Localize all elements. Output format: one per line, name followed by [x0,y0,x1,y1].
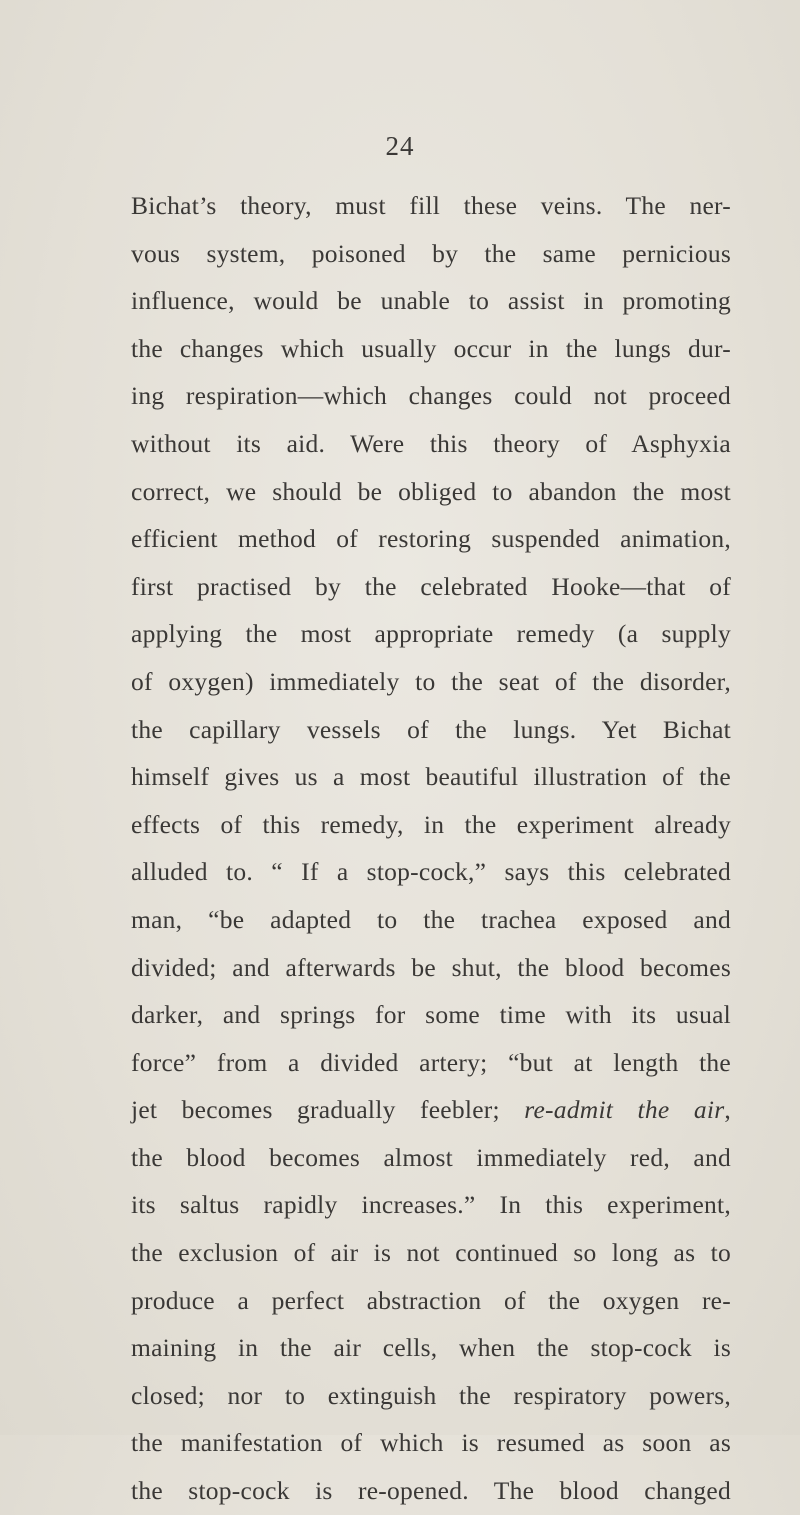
text-line: first practised by the celebrated Hooke—that of [131,571,731,601]
text-line: influence, would be unable to assist in promoting [131,286,731,316]
text-line: closed; nor to extinguish the respiratory powers, [131,1380,731,1410]
text-line: vous system, poisoned by the same pernicious [131,238,731,268]
text-line: alluded to. “ If a stop-cock,” says this celebrated [131,857,731,887]
text-line: the blood becomes almost immediately red, and [131,1142,731,1172]
page-number: 24 [385,131,415,161]
text-line: the stop-cock is re-opened. The blood changed [131,1476,731,1506]
text-line: efficient method of restoring suspended animation, [131,524,731,554]
text-line: produce a perfect abstraction of the oxygen re- [131,1285,731,1315]
body-text [131,182,731,1515]
text-line: darker, and springs for some time with its usual [131,1000,731,1030]
text-line: applying the most appropriate remedy (a supply [131,619,731,649]
text-line: of oxygen) immediately to the seat of the disorder, [131,666,731,696]
text-line: maining in the air cells, when the stop-cock is [131,1333,731,1363]
text-line: the capillary vessels of the lungs. Yet Bichat [131,714,731,744]
text-line: man, “be adapted to the trachea exposed and [131,904,731,934]
text-line: the exclusion of air is not continued so long as to [131,1238,731,1268]
text-line: without its aid. Were this theory of Asphyxia [131,428,731,458]
text-line: the manifestation of which is resumed as soon as [131,1428,731,1458]
text-line: effects of this remedy, in the experiment already [131,809,731,839]
text-line: himself gives us a most beautiful illustration of the [131,762,731,792]
text-line: the changes which usually occur in the lungs dur- [131,333,731,363]
text-line: divided; and afterwards be shut, the blood becomes [131,952,731,982]
text-line: force” from a divided artery; “but at length the [131,1047,731,1077]
text-line: jet becomes gradually feebler; re-admit the air, [131,1095,731,1125]
text-line: correct, we should be obliged to abandon the most [131,476,731,506]
text-line: ing respiration—which changes could not proceed [131,381,731,411]
text-line: its saltus rapidly increases.” In this experiment, [131,1190,731,1220]
text-line: Bichat’s theory, must fill these veins. The ner- [131,191,731,220]
